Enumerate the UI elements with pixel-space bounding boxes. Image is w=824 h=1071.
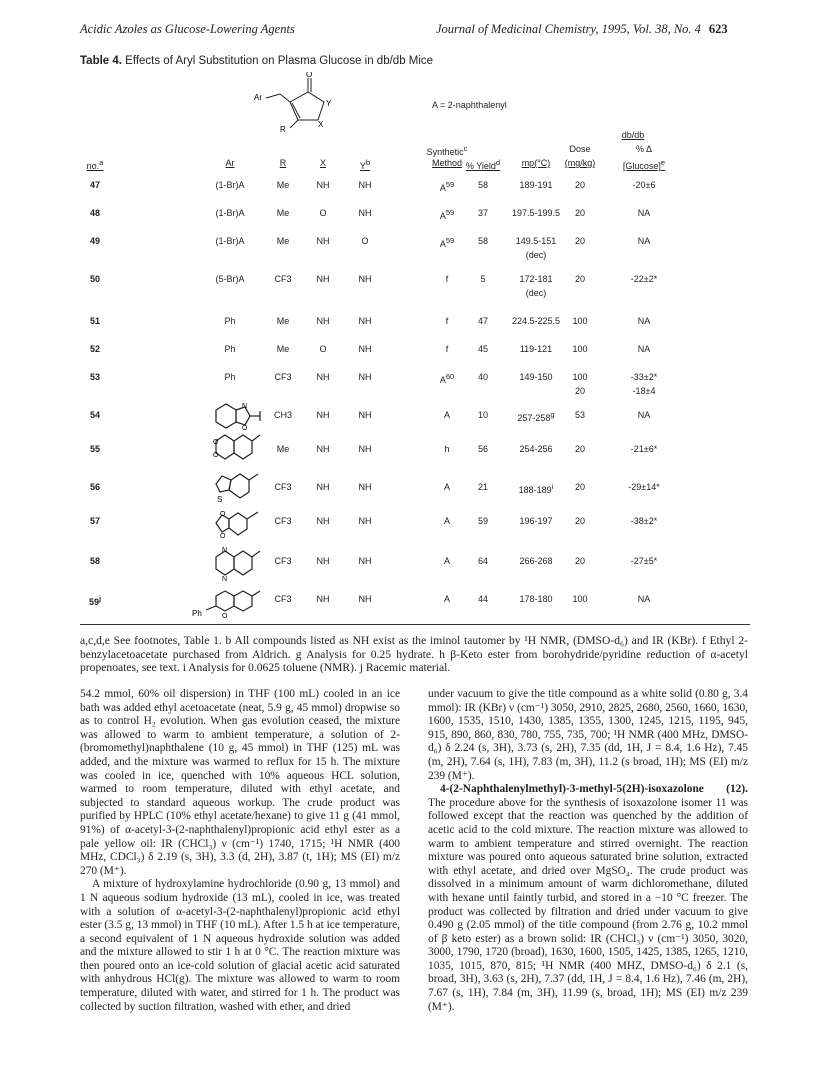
col-header-no-sup: a	[99, 158, 104, 167]
cell-no	[80, 556, 110, 566]
cell-subvalue: 20	[574, 386, 585, 396]
cell-value: 20	[574, 444, 585, 454]
cell-value: Ph	[224, 372, 236, 382]
paragraph-text: The procedure above for the synthesis of isoxazolone isomer 11 was followed except that the reaction was quenched by the addition of acetic acid to the cold mixture. The reaction mixture was allowed to warm to ambient temperature and stirred overnight. The reaction mixture was poured onto aqueous saturated brine solution, extracted with ethyl acetate, and dried over MgSO₄. The crude product was dissolved in a minimum amount of warm dichloromethane, diluted with hexane until faintly turbid, and stored in a −10 °C freezer. The product was collected by filtration and dried under vacuum to give 0.490 g (2.05 mmol) of the title compound (from 2.76 g, 10.2 mmol of β keto ester) as a brown solid: IR (CHCl₃) ν (cm⁻¹) 3050, 3020, 3000, 1790, 1720 (broad), 1630, 1600, 1505, 1425, 1385, 1265, 1210, 1035, 1015, 870, 815; ¹H NMR (400 MHZ, DMSO-d₆) δ 2.1 (s, broad, 3H), 3.63 (s, 2H), 7.37 (dd, 1H, J = 8.4, 1.6 Hz), 7.46 (m, 2H), 7.67 (s, 1H), 7.84 (m, 3H), 11.99 (s, broad, 1H); MS (EI) m/z 239 (M⁺).	[428, 796, 748, 1013]
table-label: Table 4.	[80, 55, 122, 67]
table-bottom-rule	[80, 624, 750, 625]
cell-no	[80, 180, 110, 190]
cell-value: Me	[276, 208, 290, 218]
cell-no	[80, 236, 110, 246]
cell-value: NH	[358, 274, 372, 284]
table-caption	[80, 55, 433, 67]
cell-value: 20	[574, 482, 585, 492]
cell-y	[350, 444, 380, 454]
cell-value: O	[319, 344, 327, 354]
cell-value: 224.5-225.5	[511, 316, 561, 326]
cell-value: NH	[358, 556, 372, 566]
cell-ar	[202, 316, 258, 326]
cell-value: CH3	[273, 410, 292, 420]
cell-value: 188-189	[518, 485, 552, 495]
cell-value: (5-Br)A	[215, 274, 245, 284]
cell-value: CF3	[274, 516, 292, 526]
cell-sup: g	[550, 410, 555, 419]
cell-value: Me	[276, 180, 290, 190]
cell-dose	[560, 556, 600, 566]
cell-value: -38±2*	[630, 516, 658, 526]
paragraph: under vacuum to give the title compound as a white solid (0.80 g, 3.4 mmol): IR (KBr) ν (cm⁻¹) 3050, 2910, 2825, 2680, 2560, 1660, 1630, 1600, 1535, 1510, 1430, 1385, 1355, 1300, 1245, 1215, 1195, 945, 915, 890, 860, 830, 780, 755, 735, 700; ¹H NMR (400 MHz, DMSO-d₆) δ 2.24 (s, 3H), 3.73 (s, 2H), 7.35 (dd, 1H, J = 8.4, 1.6 Hz), 7.45 (m, 2H), 7.64 (s, 1H), 7.83 (m, 3H), 11.2 (s broad, 1H); MS (EI) m/z 239 (M⁺).	[428, 688, 748, 782]
cell-r	[268, 372, 298, 382]
cell-ar	[202, 372, 258, 382]
cell-value: NH	[358, 316, 372, 326]
synthetic-header	[412, 144, 482, 157]
cell-value: NA	[637, 594, 651, 604]
cell-value: 20	[574, 208, 585, 218]
atom-label: S	[217, 495, 223, 504]
cell-value: A	[443, 410, 450, 420]
atom-label: O	[213, 452, 219, 459]
cell-value: f	[445, 316, 449, 326]
cell-dose	[560, 516, 600, 526]
cell-value: f	[445, 274, 449, 284]
cell-value: 47	[477, 316, 488, 326]
cell-dose	[560, 236, 600, 246]
cell-x	[308, 236, 338, 246]
table-title: Effects of Aryl Substitution on Plasma Glucose in db/db Mice	[125, 55, 434, 67]
compound-heading: 4-(2-Naphthalenylmethyl)-3-methyl-5(2H)-isoxazolone (12).	[440, 783, 748, 796]
cell-value: A	[443, 516, 450, 526]
cell-value: 55	[89, 444, 100, 454]
cell-value: NH	[316, 274, 330, 284]
cell-value: NH	[316, 180, 330, 190]
cell-y	[350, 344, 380, 354]
col-header-dose: (mg/kg)	[564, 158, 596, 168]
cell-subvalue: (dec)	[525, 250, 547, 260]
cell-glu	[612, 372, 676, 396]
phenylchromanyl-structure-icon	[192, 586, 274, 620]
atom-label: O	[220, 533, 226, 538]
cell-value: 56	[477, 444, 488, 454]
cell-value: 5	[480, 274, 486, 284]
cell-value: (1-Br)A	[215, 180, 245, 190]
benzodioxanyl-structure-icon	[212, 432, 272, 462]
cell-value: 100	[572, 344, 588, 354]
cell-value: NH	[316, 444, 330, 454]
cell-sup: 59	[445, 180, 455, 189]
cell-value: 178-180	[519, 594, 553, 604]
cell-value: CF3	[274, 556, 292, 566]
cell-y	[350, 410, 380, 420]
cell-value: f	[445, 344, 449, 354]
body-column-right	[428, 688, 748, 1014]
col-header-glucose-sup: e	[660, 158, 666, 167]
cell-x	[308, 482, 338, 492]
cell-y	[350, 208, 380, 218]
cell-ar	[202, 208, 258, 218]
cell-subvalue: -18±4	[632, 386, 656, 396]
cell-value: NH	[358, 482, 372, 492]
cell-x	[308, 556, 338, 566]
atom-label: N	[222, 547, 228, 554]
cell-x	[308, 180, 338, 190]
col-header-glucose	[612, 158, 676, 171]
cell-no	[80, 594, 110, 607]
cell-value: A	[439, 211, 446, 221]
cell-mp	[506, 316, 566, 326]
cell-value: CF3	[274, 274, 292, 284]
col-header-method: Method	[431, 158, 463, 168]
cell-no	[80, 410, 110, 420]
cell-y	[350, 180, 380, 190]
running-header-left: Acidic Azoles as Glucose-Lowering Agents	[80, 22, 295, 36]
cell-x	[308, 444, 338, 454]
cell-mp	[506, 482, 566, 495]
cell-value: 20	[574, 274, 585, 284]
scheme-atom-x: X	[318, 120, 324, 129]
cell-x	[308, 316, 338, 326]
col-header-yield-text: % Yield	[465, 161, 496, 171]
cell-r	[268, 410, 298, 420]
scheme-atom-r: R	[280, 125, 286, 132]
cell-value: -22±2*	[630, 274, 658, 284]
cell-ar	[202, 180, 258, 190]
cell-glu	[612, 410, 676, 420]
paragraph-with-heading	[428, 783, 748, 1014]
cell-value: 197.5-199.5	[511, 208, 561, 218]
cell-value: NH	[316, 482, 330, 492]
cell-value: A	[443, 594, 450, 604]
cell-dose	[560, 372, 600, 396]
cell-value: Me	[276, 316, 290, 326]
cell-value: 58	[89, 556, 100, 566]
cell-value: NH	[358, 444, 372, 454]
cell-value: 20	[574, 236, 585, 246]
cell-value: CF3	[274, 594, 292, 604]
cell-value: 257-258	[517, 413, 551, 423]
cell-value: 40	[477, 372, 488, 382]
cell-value: NH	[358, 594, 372, 604]
cell-y	[350, 556, 380, 566]
cell-y	[350, 516, 380, 526]
cell-value: 47	[89, 180, 100, 190]
cell-value: 49	[89, 236, 100, 246]
cell-value: 51	[89, 316, 100, 326]
cell-x	[308, 344, 338, 354]
benzodioxolyl-structure-icon	[212, 508, 276, 538]
cell-mp	[506, 344, 566, 354]
cell-value: A	[443, 482, 450, 492]
cell-value: 20	[574, 556, 585, 566]
cell-dose	[560, 444, 600, 454]
cell-value: A	[439, 183, 446, 193]
cell-value: 100	[572, 372, 588, 382]
benzothienyl-structure-icon	[212, 470, 270, 504]
cell-value: -27±5*	[630, 556, 658, 566]
cell-mp	[506, 516, 566, 526]
cell-value: 10	[477, 410, 488, 420]
col-header-mp: mp(°C)	[521, 158, 551, 168]
cell-value: NH	[358, 372, 372, 382]
cell-value: 21	[477, 482, 488, 492]
cell-value: h	[444, 444, 450, 454]
cell-glu	[612, 556, 676, 566]
cell-value: 48	[89, 208, 100, 218]
cell-value: 149-150	[519, 372, 553, 382]
cell-dose	[560, 208, 600, 218]
cell-dose	[560, 410, 600, 420]
col-header-yield-sup: d	[495, 158, 501, 167]
cell-y	[350, 316, 380, 326]
scheme-atom-o: O	[306, 72, 313, 79]
cell-x	[308, 274, 338, 284]
atom-label: O	[222, 613, 228, 620]
cell-value: 266-268	[519, 556, 553, 566]
cell-value: 44	[477, 594, 488, 604]
cell-x	[308, 410, 338, 420]
cell-no	[80, 274, 110, 284]
cell-value: -21±6*	[630, 444, 658, 454]
cell-glu	[612, 208, 676, 218]
cell-value: NH	[316, 410, 330, 420]
paragraph: 54.2 mmol, 60% oil dispersion) in THF (100 mL) cooled in an ice bath was added ethyl acetoacetate (neat, 5.9 g, 45 mmol) dropwise so as to control H₂ evolution. When gas evolution ceased, the mixture was allowed to warm to ambient temperature, a solution of 2-(bromomethyl)naphthalene (10 g, 45 mmol) in THF (125) mL was added, and the mixture was warmed to reflux for 15 h. The mixture was cooled in ice, quenched with 10% aqueous HCL solution, warmed to room temperature, diluted with ethyl acetate, and subjected to standard aqueous workup. The crude product was purified by HPLC (10% ethyl acetate/hexane) to give 11 g (41 mmol, 91%) of α-acetyl-3-(2-naphthalenyl)propionic acid ethyl ester as a pale yellow oil: IR (CHCl₃) ν (cm⁻¹) 1740, 1715; ¹H NMR (400 MHz, CDCl₃) δ 2.19 (s, 3H), 3.3 (d, 2H), 3.87 (t, 1H); MS (EI) m/z 270 (M⁺).	[80, 688, 400, 877]
cell-value: CF3	[274, 372, 292, 382]
cell-mp	[506, 208, 566, 218]
cell-no	[80, 516, 110, 526]
cell-x	[308, 372, 338, 382]
isoxazolone-scheme	[250, 72, 430, 132]
cell-value: 196-197	[519, 516, 553, 526]
cell-sup: i	[551, 482, 554, 491]
cell-value: 50	[89, 274, 100, 284]
col-header-no-text: no.	[86, 161, 100, 171]
cell-value: NA	[637, 236, 651, 246]
cell-value: 119-121	[519, 344, 553, 354]
cell-value: 45	[477, 344, 488, 354]
cell-value: NH	[316, 516, 330, 526]
cell-sup: 59	[445, 208, 455, 217]
col-header-no	[80, 158, 110, 171]
cell-mp	[506, 180, 566, 190]
cell-value: A	[443, 556, 450, 566]
cell-no	[80, 208, 110, 218]
cell-value: 20	[574, 180, 585, 190]
cell-ar	[202, 344, 258, 354]
cell-value: CF3	[274, 482, 292, 492]
cell-value: 59	[477, 516, 488, 526]
glucose-header-top: % Δ	[635, 144, 653, 154]
cell-x	[308, 516, 338, 526]
cell-dose	[560, 482, 600, 492]
atom-label: O	[213, 439, 219, 446]
cell-glu	[612, 344, 676, 354]
cell-value: (1-Br)A	[215, 236, 245, 246]
cell-glu	[612, 594, 676, 604]
cell-value: NH	[316, 594, 330, 604]
col-header-y-text: Y	[359, 161, 366, 171]
scheme-note: A = 2-naphthalenyl	[432, 100, 507, 110]
cell-value: 100	[572, 594, 588, 604]
cell-y	[350, 594, 380, 604]
cell-mp	[506, 410, 566, 423]
cell-r	[268, 180, 298, 190]
cell-mp	[506, 274, 566, 298]
cell-value: Ph	[224, 344, 236, 354]
cell-glu	[612, 444, 676, 454]
cell-value: 58	[477, 180, 488, 190]
cell-value: 64	[477, 556, 488, 566]
paragraph: A mixture of hydroxylamine hydrochloride (0.90 g, 13 mmol) and 1 N aqueous sodium hydroxide (13 mL), cooled in ice, was treated with a solution of α-acetyl-3-(2-naphthalenyl)propionic acid ethyl ester (3.5 g, 13 mmol) in THF (10 mL). After 1.5 h at ice temperature, a second equivalent of 1 N aqueous hydroxide solution was added and the mixture allowed to stir 1 h at 0 °C. The reaction mixture was then poured onto an ice-cold solution of glacial acetic acid saturated with anhydrous HCl(g). The mixture was allowed to warm to room temperature, diluted with water, and stirred for 1 h. The product was collected by suction filtration, washed with ether, and dried	[80, 878, 400, 1013]
cell-r	[268, 482, 298, 492]
cell-value: 172-181	[519, 274, 553, 284]
cell-value: NA	[637, 208, 651, 218]
cell-value: 58	[477, 236, 488, 246]
atom-label: O	[242, 425, 248, 430]
synthetic-header-sup: c	[463, 144, 468, 153]
cell-glu	[612, 180, 676, 190]
cell-dose	[560, 274, 600, 284]
cell-value: -29±14*	[628, 482, 660, 492]
scheme-atom-ar: Ar	[254, 93, 262, 102]
cell-y	[350, 236, 380, 246]
cell-value: NH	[358, 180, 372, 190]
cell-y	[350, 274, 380, 284]
group-header-dbdb: db/db	[621, 130, 645, 140]
body-column-left	[80, 688, 400, 1014]
cell-no	[80, 316, 110, 326]
cell-value: -20±6	[632, 180, 656, 190]
cell-glu	[612, 236, 676, 246]
cell-value: NA	[637, 316, 651, 326]
cell-no	[80, 482, 110, 492]
cell-mp	[506, 372, 566, 382]
atom-label: Ph	[192, 609, 202, 618]
cell-value: 254-256	[519, 444, 553, 454]
cell-sup: j	[98, 594, 102, 603]
cell-value: NH	[316, 236, 330, 246]
cell-value: 52	[89, 344, 100, 354]
col-header-glucose-text: [Glucose]	[622, 161, 661, 171]
cell-value: Me	[276, 444, 290, 454]
cell-subvalue: (dec)	[525, 288, 547, 298]
cell-r	[268, 316, 298, 326]
cell-value: NA	[637, 410, 651, 420]
cell-value: NH	[316, 316, 330, 326]
cell-value: NH	[358, 344, 372, 354]
cell-glu	[612, 516, 676, 526]
cell-glu	[612, 316, 676, 326]
atom-label: O	[220, 511, 226, 518]
cell-ar	[202, 236, 258, 246]
quinoxalinyl-structure-icon	[212, 546, 272, 582]
cell-value: O	[319, 208, 327, 218]
synthetic-header-text: Synthetic	[426, 147, 464, 157]
cell-y	[350, 482, 380, 492]
dose-header-top: Dose	[569, 144, 591, 154]
cell-value: 20	[574, 516, 585, 526]
cell-ar	[202, 274, 258, 284]
cell-value: 37	[477, 208, 488, 218]
cell-no	[80, 344, 110, 354]
page-number: 623	[708, 22, 728, 36]
cell-sup: 60	[445, 372, 455, 381]
cell-value: 189-191	[519, 180, 553, 190]
cell-r	[268, 444, 298, 454]
cell-r	[268, 208, 298, 218]
scheme-atom-y: Y	[326, 99, 332, 108]
col-header-x: X	[319, 158, 326, 168]
cell-dose	[560, 344, 600, 354]
cell-dose	[560, 316, 600, 326]
cell-x	[308, 594, 338, 604]
cell-value: 53	[89, 372, 100, 382]
cell-dose	[560, 594, 600, 604]
cell-r	[268, 344, 298, 354]
col-header-r: R	[279, 158, 287, 168]
cell-value: A	[439, 239, 446, 249]
atom-label: N	[242, 403, 248, 410]
cell-value: 59	[88, 597, 99, 607]
cell-x	[308, 208, 338, 218]
journal-citation: Journal of Medicinal Chemistry, 1995, Vol. 38, No. 4	[436, 22, 701, 36]
cell-value: NH	[358, 516, 372, 526]
col-header-y-sup: b	[365, 158, 371, 167]
cell-value: Ph	[224, 316, 236, 326]
table-footnote: a,c,d,e See footnotes, Table 1. b All compounds listed as NH exist as the iminol tautomer by ¹H NMR, (DMSO-d₆) and IR (KBr). f Ethyl 2-benzylacetoacetate purchased from Aldrich. g Analysis for 0.25 hydrate. h β-Keto ester from borohydride/pyridine reduction of α-acetyl propenoates, see text. i Analysis for 0.0625 toluene (NMR). j Racemic material.	[80, 634, 748, 674]
atom-label: N	[222, 576, 228, 582]
cell-sup: 59	[445, 236, 455, 245]
cell-r	[268, 556, 298, 566]
cell-r	[268, 236, 298, 246]
cell-value: NH	[316, 556, 330, 566]
cell-dose	[560, 180, 600, 190]
cell-mp	[506, 236, 566, 260]
cell-value: 53	[574, 410, 585, 420]
cell-value: O	[361, 236, 369, 246]
cell-value: NH	[358, 208, 372, 218]
cell-y	[350, 372, 380, 382]
cell-value: (1-Br)A	[215, 208, 245, 218]
cell-value: NH	[316, 372, 330, 382]
cell-mp	[506, 556, 566, 566]
cell-value: 100	[572, 316, 588, 326]
cell-mp	[506, 594, 566, 604]
cell-value: 149.5-151	[515, 236, 557, 246]
cell-value: NA	[637, 344, 651, 354]
cell-r	[268, 274, 298, 284]
cell-value: 56	[89, 482, 100, 492]
cell-value: -33±2*	[630, 372, 658, 382]
cell-no	[80, 372, 110, 382]
cell-glu	[612, 274, 676, 284]
col-header-ar: Ar	[225, 158, 235, 168]
cell-value: A	[439, 375, 446, 385]
running-header-right	[436, 22, 728, 37]
cell-value: Me	[276, 236, 290, 246]
cell-value: NH	[358, 410, 372, 420]
cell-mp	[506, 444, 566, 454]
cell-no	[80, 444, 110, 454]
cell-value: Me	[276, 344, 290, 354]
col-header-y	[350, 158, 380, 171]
benzoxazolyl-structure-icon	[212, 402, 268, 430]
cell-value: 57	[89, 516, 100, 526]
cell-glu	[612, 482, 676, 492]
cell-value: 54	[89, 410, 100, 420]
